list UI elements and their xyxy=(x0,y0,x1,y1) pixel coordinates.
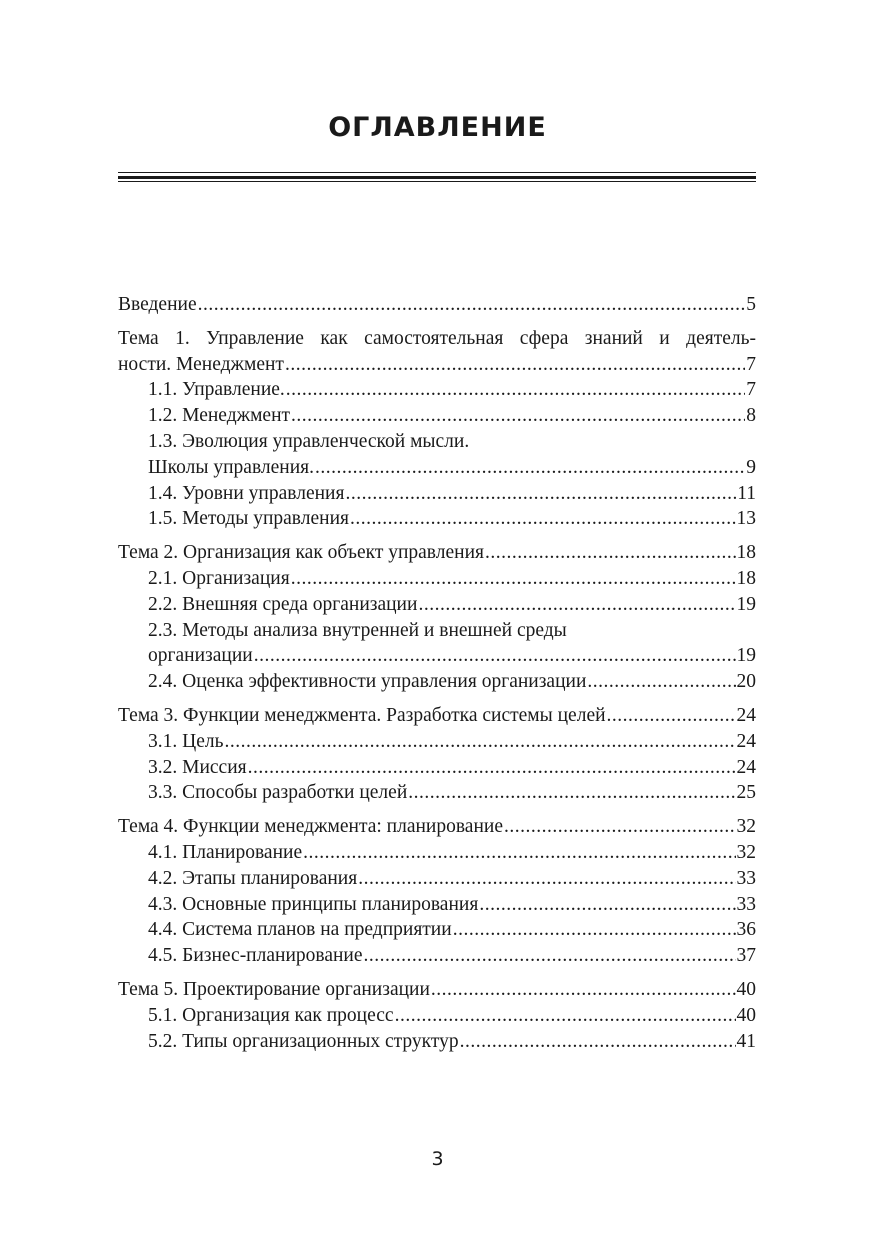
toc-page-number: 11 xyxy=(737,482,756,504)
toc-page-number: 24 xyxy=(736,704,756,726)
toc-entry-label: Тема 5. Проектирование организации xyxy=(118,978,430,1000)
toc-entry-label: 1.5. Методы управления xyxy=(148,508,349,530)
toc-entry-1-1[interactable] xyxy=(118,377,756,403)
toc-page-number: 7 xyxy=(746,379,756,401)
toc-entry-label: 4.3. Основные принципы планирования xyxy=(148,893,479,915)
toc-page-number: 32 xyxy=(736,841,756,863)
toc-entry-label: Тема 4. Функции менеджмента: планирование xyxy=(118,816,503,838)
toc-entry-1-3-line1[interactable]: 1.3. Эволюция управленческой мысли. xyxy=(148,430,470,452)
toc-topic-5[interactable] xyxy=(118,977,756,1003)
toc-entry-4-1[interactable] xyxy=(118,840,756,866)
toc-entry-label: 1.1. Управление. xyxy=(148,379,285,401)
leader-dots xyxy=(485,540,736,566)
toc-entry-1-3[interactable] xyxy=(118,455,756,481)
toc-entry-label: 5.1. Организация как процесс xyxy=(148,1004,394,1026)
leader-dots xyxy=(254,643,736,669)
toc-page-number: 5 xyxy=(746,294,756,315)
toc-entry-1-2[interactable] xyxy=(118,403,756,429)
toc-entry-2-1[interactable] xyxy=(118,566,756,592)
toc-page-number: 32 xyxy=(736,816,756,838)
leader-dots xyxy=(418,592,735,618)
toc-entry-label: Введение xyxy=(118,294,197,315)
toc-entry-label: организации xyxy=(148,645,253,667)
toc-page-number: 18 xyxy=(736,567,756,589)
page-number: 3 xyxy=(431,1148,444,1170)
toc-page-number: 18 xyxy=(736,542,756,564)
toc-entry-label: ности. Менеджмент xyxy=(118,353,284,375)
toc-page-number: 20 xyxy=(736,671,756,693)
leader-dots xyxy=(460,1029,736,1055)
toc-topic-2[interactable] xyxy=(118,540,756,566)
leader-dots xyxy=(285,352,745,378)
leader-dots xyxy=(315,455,745,481)
leader-dots xyxy=(607,703,736,729)
leader-dots xyxy=(198,292,746,318)
toc-page-number: 9 xyxy=(746,456,756,478)
leader-dots xyxy=(587,669,735,695)
page-title: ОГЛАВЛЕНИЕ xyxy=(328,112,547,143)
toc-page-number: 33 xyxy=(736,867,756,889)
toc-entry-3-2[interactable] xyxy=(118,755,756,781)
toc-entry-1-4[interactable] xyxy=(118,481,756,507)
toc-page-number: 33 xyxy=(736,893,756,915)
title-rule-thin-bottom xyxy=(118,181,756,182)
toc-entry-intro[interactable] xyxy=(118,292,756,318)
toc-entry-label: 4.2. Этапы планирования xyxy=(148,867,358,889)
toc-page-number: 13 xyxy=(736,508,756,530)
toc-entry-2-4[interactable] xyxy=(118,669,756,695)
leader-dots xyxy=(225,729,736,755)
leader-dots xyxy=(408,780,735,806)
toc-entry-label: 2.4. Оценка эффективности управления организации xyxy=(148,671,587,693)
toc-page-number: 36 xyxy=(736,919,756,941)
toc-entry-label: Школы управления. xyxy=(148,456,314,478)
toc-entry-2-3-line1[interactable]: 2.3. Методы анализа внутренней и внешней среды xyxy=(148,619,567,641)
leader-dots xyxy=(291,403,745,429)
toc-entry-4-5[interactable] xyxy=(118,943,756,969)
toc-page-number: 19 xyxy=(736,593,756,615)
toc-entry-4-3[interactable] xyxy=(118,892,756,918)
toc-entry-4-4[interactable] xyxy=(118,917,756,943)
toc-page-number: 41 xyxy=(736,1030,756,1052)
toc-page-number: 19 xyxy=(736,645,756,667)
toc-entry-label: 1.2. Менеджмент xyxy=(148,405,291,427)
toc-page-number: 24 xyxy=(736,756,756,778)
toc-page-number: 37 xyxy=(736,945,756,967)
toc-entry-label: 4.1. Планирование xyxy=(148,841,303,863)
toc-page-number: 8 xyxy=(746,405,756,427)
leader-dots xyxy=(303,840,735,866)
leader-dots xyxy=(364,943,736,969)
toc-entry-label: 5.2. Типы организационных структур xyxy=(148,1030,459,1052)
leader-dots xyxy=(453,917,736,943)
toc-page-number: 24 xyxy=(736,730,756,752)
toc-topic-3[interactable] xyxy=(118,703,756,729)
toc-topic-1[interactable] xyxy=(118,352,756,378)
toc-entry-label: 4.4. Система планов на предприятии xyxy=(148,919,452,941)
toc-page-number: 40 xyxy=(736,1004,756,1026)
leader-dots xyxy=(431,977,736,1003)
toc-entry-label: 2.2. Внешняя среда организации xyxy=(148,593,418,615)
toc-entry-1-5[interactable] xyxy=(118,506,756,532)
toc-topic-4[interactable] xyxy=(118,814,756,840)
toc-page-number: 7 xyxy=(746,353,756,375)
leader-dots xyxy=(479,892,735,918)
toc-page-number: 25 xyxy=(736,782,756,804)
toc-entry-3-3[interactable] xyxy=(118,780,756,806)
toc-entry-2-3[interactable] xyxy=(118,643,756,669)
leader-dots xyxy=(291,566,736,592)
title-rule-thick xyxy=(118,176,756,179)
toc-page-number: 40 xyxy=(736,978,756,1000)
toc-entry-label: Тема 2. Организация как объект управления xyxy=(118,542,484,564)
toc-entry-label: 4.5. Бизнес-планирование xyxy=(148,945,363,967)
title-rule-thin-top xyxy=(118,172,756,173)
leader-dots xyxy=(358,866,735,892)
toc-entry-label: 1.4. Уровни управления xyxy=(148,482,345,504)
toc-entry-label: 3.2. Миссия xyxy=(148,756,247,778)
leader-dots xyxy=(350,506,736,532)
toc-entry-5-2[interactable] xyxy=(118,1029,756,1055)
toc-entry-3-1[interactable] xyxy=(118,729,756,755)
leader-dots xyxy=(248,755,736,781)
toc-entry-4-2[interactable] xyxy=(118,866,756,892)
toc-entry-label: 3.3. Способы разработки целей xyxy=(148,782,408,804)
toc-topic-1-title-line1[interactable]: Тема 1. Управление как самостоятельная сфера знаний и деятель- xyxy=(118,327,756,349)
leader-dots xyxy=(286,377,745,403)
leader-dots xyxy=(504,814,736,840)
leader-dots xyxy=(395,1003,736,1029)
toc-entry-label: 3.1. Цель xyxy=(148,730,224,752)
leader-dots xyxy=(345,481,736,507)
toc-entry-2-2[interactable] xyxy=(118,592,756,618)
toc-entry-5-1[interactable] xyxy=(118,1003,756,1029)
table-of-contents xyxy=(118,292,756,1054)
toc-entry-label: Тема 3. Функции менеджмента. Разработка системы целей xyxy=(118,704,606,726)
toc-entry-label: 2.1. Организация xyxy=(148,567,290,589)
